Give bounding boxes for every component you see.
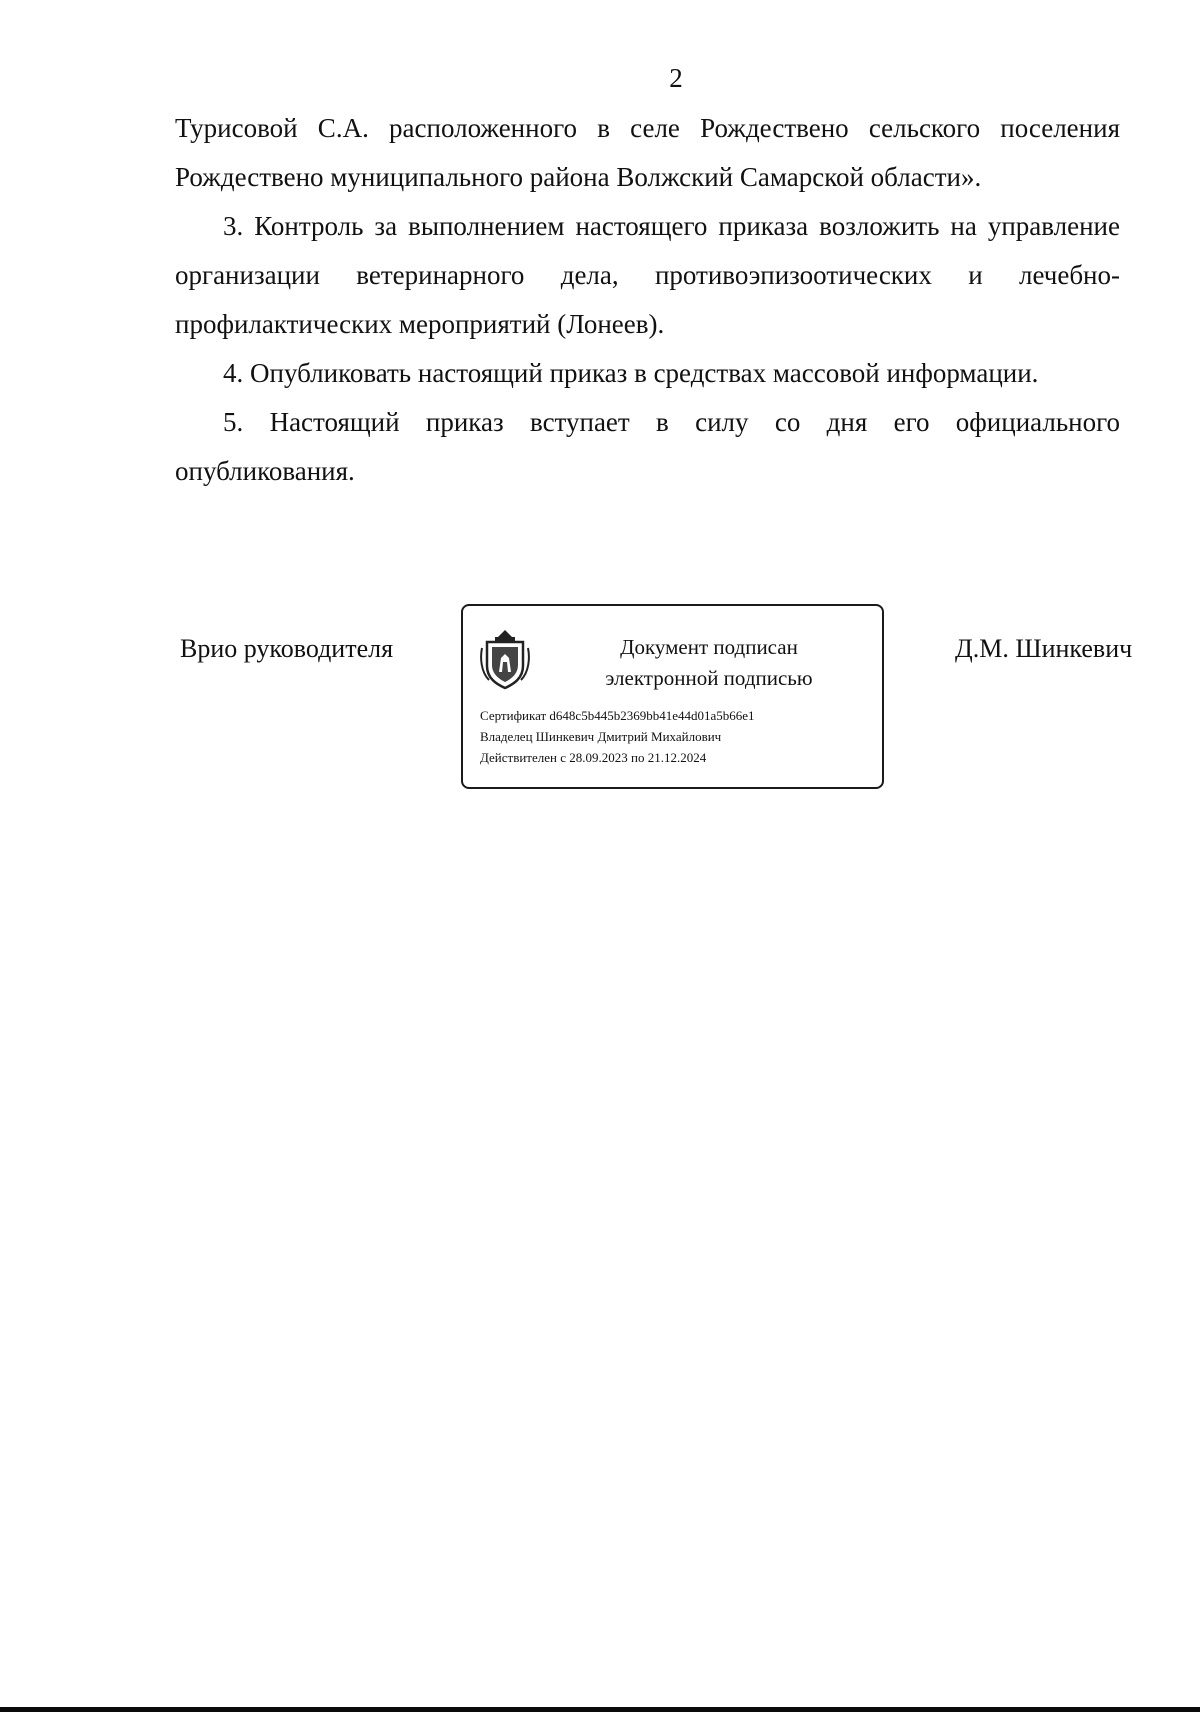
stamp-heading-line-2: электронной подписью	[605, 666, 813, 690]
stamp-certificate: Сертификат d648c5b445b2369bb41e44d01a5b66e1	[480, 708, 755, 723]
stamp-owner: Владелец Шинкевич Дмитрий Михайлович	[480, 729, 722, 744]
signer-name: Д.М. Шинкевич	[955, 634, 1133, 663]
stamp-heading	[559, 632, 859, 694]
samara-coat-of-arms-icon	[479, 628, 531, 690]
paragraph-continuation: Турисовой С.А. расположенного в селе Рождествено сельского поселения Рождествено муниципального района Волжский Самарской области».	[175, 113, 1120, 192]
page-bottom-rule	[0, 1707, 1200, 1712]
paragraph-item-3: 3. Контроль за выполнением настоящего приказа возложить на управление организации ветеринарного дела, противоэпизоотических и лечебно-профилактических мероприятий (Лонеев).	[175, 211, 1120, 339]
signer-title: Врио руководителя	[180, 634, 394, 663]
electronic-signature-stamp	[461, 604, 884, 789]
page-number: 2	[669, 63, 683, 93]
stamp-validity: Действителен с 28.09.2023 по 21.12.2024	[480, 750, 707, 765]
document-body	[175, 104, 1120, 496]
paragraph-item-5: 5. Настоящий приказ вступает в силу со дня его официального опубликования.	[175, 407, 1120, 486]
stamp-details	[480, 705, 755, 768]
paragraph-item-4: 4. Опубликовать настоящий приказ в средствах массовой информации.	[223, 358, 1039, 388]
stamp-heading-line-1: Документ подписан	[620, 635, 798, 659]
